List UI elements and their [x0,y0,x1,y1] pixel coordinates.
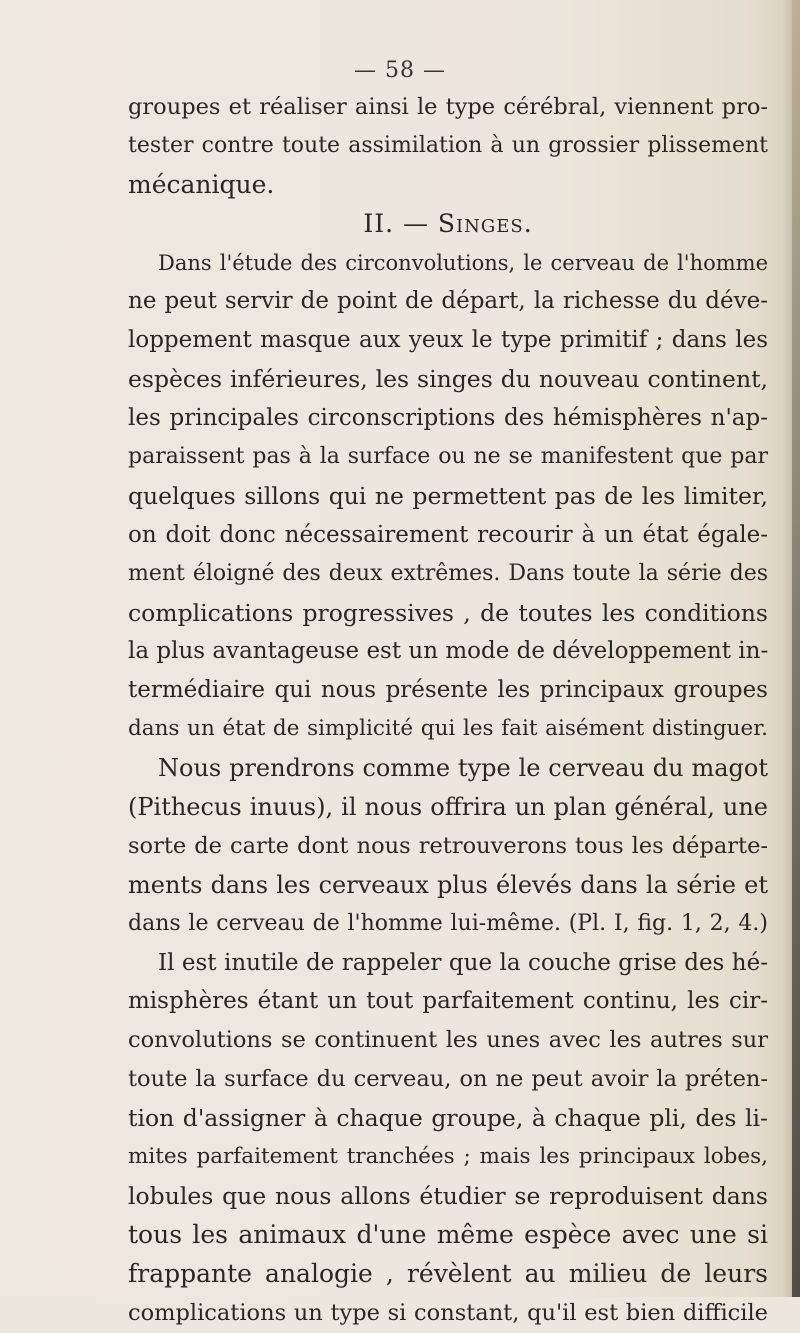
text-line: complications progressives , de toutes les conditions [128,598,768,627]
text-line: dans un état de simplicité qui les fait aisément distinguer. [128,716,768,742]
text-line: toute la surface du cerveau, on ne peut avoir la préten- [128,1066,768,1093]
text-line: ment éloigné des deux extrêmes. Dans toute la série des [128,560,768,586]
text-line: tous les animaux d'une même espèce avec une si [128,1219,768,1249]
text-line: ments dans les cerveaux plus élevés dans la série et [128,870,768,899]
text-line: complications un type si constant, qu'il est bien difficile [128,1299,768,1326]
text-line: sorte de carte dont nous retrouverons tous les départe- [128,832,768,859]
section-heading: II. — Singes. [363,208,533,238]
text-line: misphères étant un tout parfaitement continu, les cir- [128,988,768,1015]
text-line: ne peut servir de point de départ, la richesse du déve- [128,288,768,315]
text-line: paraissent pas à la surface ou ne se manifestent que par [128,444,768,470]
text-line: frappante analogie , révèlent au milieu de leurs [128,1258,768,1288]
text-line: espèces inférieures, les singes du nouveau continent, [128,365,768,394]
text-line: convolutions se continuent les unes avec les autres sur [128,1027,768,1054]
text-line: tester contre toute assimilation à un grossier plissement [128,132,768,158]
text-line: les principales circonscriptions des hémisphères n'ap- [128,405,768,432]
text-line: mites parfaitement tranchées ; mais les principaux lobes, [128,1144,768,1170]
text-line: quelques sillons qui ne permettent pas de les limiter, [128,481,768,510]
text-line: (Pithecus inuus), il nous offrira un plan général, une [128,793,768,822]
text-line: loppement masque aux yeux le type primitif ; dans les [128,327,768,354]
text-line: Dans l'étude des circonvolutions, le cerveau de l'homme [158,250,768,275]
text-line: mécanique. [128,169,275,199]
body-text [128,88,768,1333]
text-line: Il est inutile de rappeler que la couche grise des hé- [158,949,768,976]
text-line: la plus avantageuse est un mode de développement in- [128,638,769,665]
text-line: lobules que nous allons étudier se reproduisent dans [128,1181,768,1210]
page-number: — 58 — [354,58,446,83]
text-line: dans le cerveau de l'homme lui-même. (Pl. I, fig. 1, 2, 4.) [128,910,768,936]
text-line: termédiaire qui nous présente les principaux groupes [128,677,768,704]
binding-edge [792,0,800,1297]
text-line: on doit donc nécessairement recourir à un état égale- [128,521,768,548]
text-line: tion d'assigner à chaque groupe, à chaque pli, des li- [128,1104,768,1133]
text-line: groupes et réaliser ainsi le type cérébral, viennent pro- [128,94,768,120]
text-line: Nous prendrons comme type le cerveau du magot [158,754,768,783]
